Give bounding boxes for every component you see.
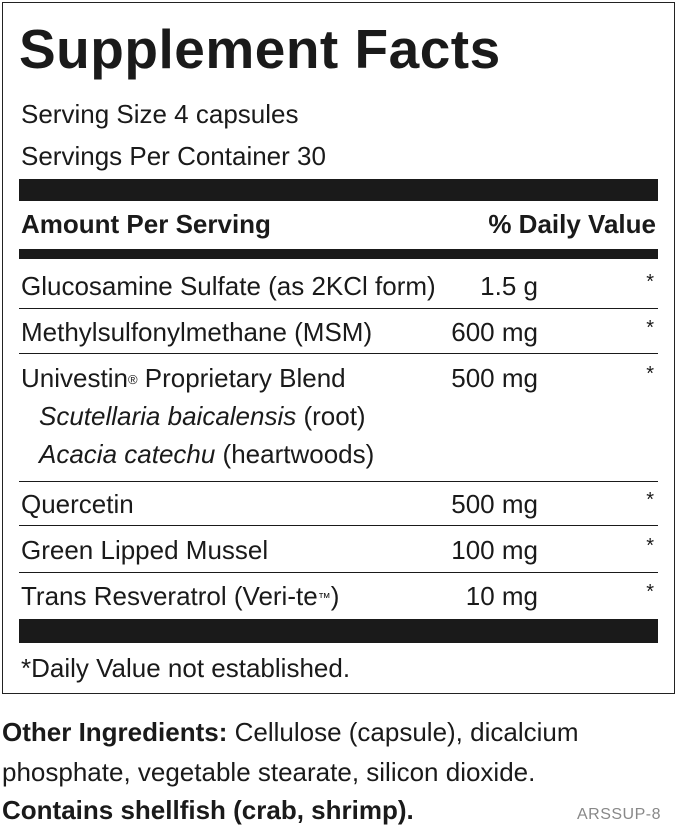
nutrient-name: Univestin® Proprietary Blend <box>21 363 346 393</box>
nutrient-amount: 100 mg <box>451 535 538 565</box>
thick-divider-top <box>19 179 658 201</box>
thick-divider-bottom <box>19 619 658 643</box>
daily-value-footnote: *Daily Value not established. <box>21 653 351 683</box>
nutrient-name: Quercetin <box>21 489 134 519</box>
amount-per-serving-label: Amount Per Serving <box>21 209 271 239</box>
daily-value: * <box>646 317 654 339</box>
column-header <box>21 209 656 243</box>
daily-value: * <box>646 271 654 293</box>
nutrient-amount: 10 mg <box>465 581 538 611</box>
other-ingredients-text: Cellulose (capsule), dicalcium phosphate, vegetable stearate, silicon dioxide. <box>2 717 579 787</box>
other-ingredients <box>2 712 672 792</box>
serving-size: Serving Size 4 capsules <box>21 99 299 129</box>
row-divider <box>19 353 658 354</box>
nutrient-row-blend <box>21 359 656 479</box>
nutrient-name: Trans Resveratrol (Veri-te™) <box>21 581 340 611</box>
nutrient-name: Glucosamine Sulfate (as 2KCl form) <box>21 271 436 301</box>
supplement-facts-panel <box>2 2 675 694</box>
daily-value: * <box>646 581 654 603</box>
blend-ingredient: Scutellaria baicalensis (root) <box>39 401 366 431</box>
registered-mark: ® <box>127 372 138 387</box>
row-divider <box>19 572 658 573</box>
daily-value: * <box>646 489 654 511</box>
nutrient-amount: 500 mg <box>451 363 538 393</box>
product-code: ARSSUP-8 <box>576 806 661 823</box>
daily-value-label: % Daily Value <box>488 209 656 239</box>
nutrient-amount: 500 mg <box>451 489 538 519</box>
row-divider <box>19 481 658 482</box>
trademark-mark: ™ <box>317 590 331 605</box>
medium-divider <box>19 249 658 259</box>
servings-per-container: Servings Per Container 30 <box>21 141 326 171</box>
nutrient-amount: 1.5 g <box>480 271 538 301</box>
daily-value: * <box>646 535 654 557</box>
blend-ingredient: Acacia catechu (heartwoods) <box>39 439 375 469</box>
panel-title: Supplement Facts <box>19 18 501 80</box>
nutrient-name: Green Lipped Mussel <box>21 535 269 565</box>
daily-value: * <box>646 363 654 385</box>
other-ingredients-label: Other Ingredients: <box>2 717 228 747</box>
row-divider <box>19 308 658 309</box>
nutrient-name: Methylsulfonylmethane (MSM) <box>21 317 373 347</box>
row-divider <box>19 525 658 526</box>
nutrient-amount: 600 mg <box>451 317 538 347</box>
allergen-warning: Contains shellfish (crab, shrimp). <box>2 795 414 825</box>
